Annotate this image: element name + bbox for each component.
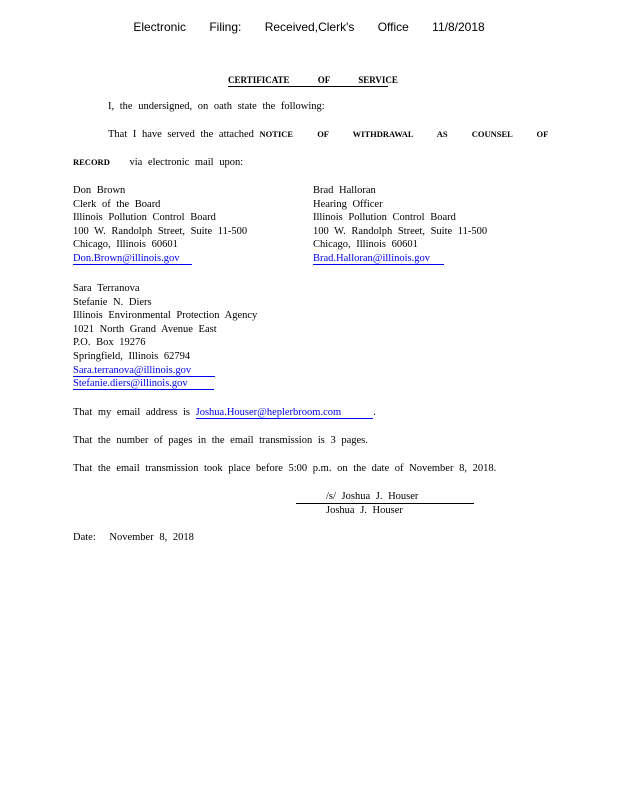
recipient-title: Clerk of the Board <box>73 198 161 210</box>
date-label: Date: <box>73 532 96 543</box>
signature-block <box>296 490 474 518</box>
recipient-name: Brad Halloran <box>313 185 376 196</box>
recipient-city: Springfield, Illinois 62794 <box>73 350 191 362</box>
served-document-title-cont: RECORD <box>73 157 110 167</box>
signature-line: /s/ Joshua J. Houser <box>296 491 474 504</box>
header-electronic: Electronic <box>133 20 186 34</box>
recipient-city: Chicago, Illinois 60601 <box>73 239 178 251</box>
recipient-email-link-1[interactable]: Sara.terranova@illinois.gov <box>73 365 215 377</box>
recipient-email-link[interactable]: Don.Brown@illinois.gov <box>73 253 192 265</box>
email-statement-prefix: That my email address is <box>73 407 190 418</box>
header-office: Office <box>377 20 409 34</box>
served-statement-line1 <box>108 129 548 140</box>
recipient-email-link[interactable]: Brad.Halloran@illinois.gov <box>313 253 444 265</box>
signature-name: Joshua J. Houser <box>326 505 403 516</box>
recipient-hearing-officer <box>313 184 487 266</box>
recipient-org: Illinois Pollution Control Board <box>73 212 216 224</box>
date-value: November 8, 2018 <box>109 532 194 543</box>
recipient-org: Illinois Pollution Control Board <box>313 212 456 224</box>
recipient-street: 100 W. Randolph Street, Suite 11-500 <box>313 225 488 237</box>
recipient-street: 1021 North Grand Avenue East <box>73 323 217 335</box>
recipient-iepa <box>73 282 257 391</box>
header-received-clerks: Received,Clerk's <box>264 20 355 34</box>
filing-stamp-header <box>0 20 618 34</box>
served-document-title: NOTICE OF WITHDRAWAL AS COUNSEL OF <box>259 129 549 139</box>
recipient-name-1: Sara Terranova <box>73 283 140 294</box>
intro-statement: I, the undersigned, on oath state the following: <box>108 101 325 112</box>
date-line <box>73 532 194 543</box>
served-prefix: That I have served the attached <box>108 129 254 140</box>
served-statement-line2 <box>73 157 243 168</box>
recipient-title: Hearing Officer <box>313 198 383 210</box>
recipient-org: Illinois Environmental Protection Agency <box>73 310 258 322</box>
recipient-name-2: Stefanie N. Diers <box>73 296 152 308</box>
time-statement: That the email transmission took place before 5:00 p.m. on the date of November 8, 2018. <box>73 463 497 474</box>
recipient-clerk <box>73 184 247 266</box>
recipient-name: Don Brown <box>73 185 126 196</box>
header-date: 11/8/2018 <box>432 20 485 34</box>
document-title: CERTIFICATE OF SERVICE <box>228 75 398 85</box>
recipient-pobox: P.O. Box 19276 <box>73 337 146 349</box>
recipient-email-link-2[interactable]: Stefanie.diers@illinois.gov <box>73 378 214 390</box>
header-filing: Filing: <box>209 20 242 34</box>
recipient-street: 100 W. Randolph Street, Suite 11-500 <box>73 225 248 237</box>
sender-email-link[interactable]: Joshua.Houser@heplerbroom.com <box>196 407 374 419</box>
recipient-city: Chicago, Illinois 60601 <box>313 239 418 251</box>
pages-statement: That the number of pages in the email transmission is 3 pages. <box>73 435 368 446</box>
email-statement <box>73 407 376 419</box>
served-suffix: via electronic mail upon: <box>129 157 244 168</box>
email-statement-period: . <box>373 407 376 418</box>
